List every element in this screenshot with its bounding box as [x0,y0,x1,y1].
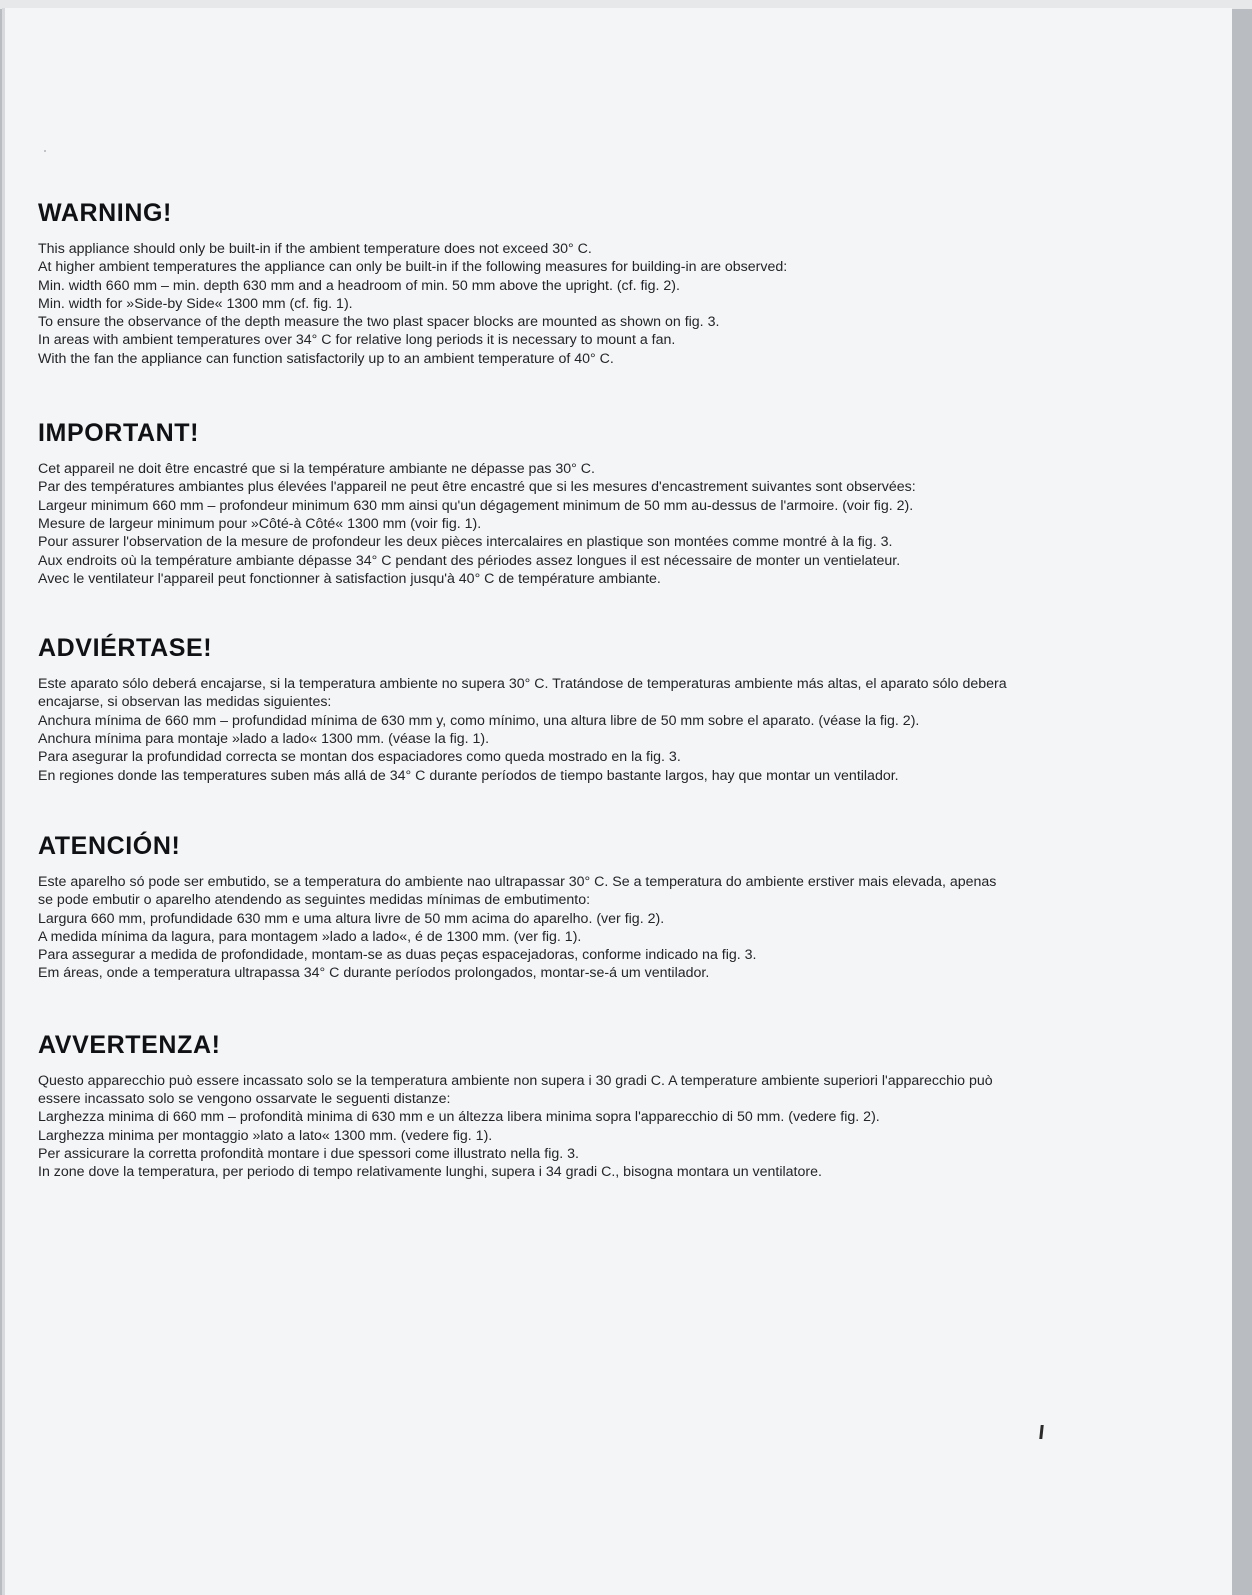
paragraph: Para asegurar la profundidad correcta se montan dos espaciadores como queda mostrado en la fig. 3. [38,749,681,766]
paragraph: Este aparelho só pode ser embutido, se a temperatura do ambiente nao ultrapassar 30° C. Se a temperatura do ambiente erstiver mais elevada, apenas se pode embutir o aparelho atendendo as seguintes medidas mínimas de embutimento: [38,873,997,909]
section-important-french [38,418,1008,588]
paragraph: Min. width for »Side-by Side« 1300 mm (cf. fig. 1). [38,295,353,312]
paragraph: Pour assurer l'observation de la mesure de profondeur les deux pièces intercalaires en plastique son montées comme montré à la fig. 3. [38,534,893,551]
section-heading: IMPORTANT! [38,419,200,448]
paragraph: Avec le ventilateur l'appareil peut fonctionner à satisfaction jusqu'à 40° C de température ambiante. [38,570,661,587]
scan-speck [44,150,46,152]
section-atencion-portuguese [38,831,1008,983]
section-avvertenza-italian [38,1030,1008,1182]
paragraph: Larghezza minima di 660 mm – profondità minima di 630 mm e un áltezza libera minima sopra l'apparecchio di 50 mm. (vedere fig. 2). [38,1109,880,1126]
paragraph: Para assegurar a medida de profondidade, montam-se as duas peças espacejadoras, conforme indicado na fig. 3. [38,947,757,964]
paragraph: Per assicurare la corretta profondità montare i due spessori come illustrato nella fig. 3. [38,1145,579,1162]
paragraph: To ensure the observance of the depth measure the two plast spacer blocks are mounted as shown on fig. 3. [38,314,720,331]
section-warning-english [38,198,1008,368]
paragraph: Cet appareil ne doit être encastré que si la température ambiante ne dépasse pas 30° C. [38,461,595,478]
paragraph: Mesure de largeur minimum pour »Côté-à Côté« 1300 mm (voir fig. 1). [38,515,482,532]
section-heading: ATENCIÓN! [38,831,181,860]
paragraph: Questo apparecchio può essere incassato solo se la temperatura ambiente non supera i 30 gradi C. A temperature ambiente superiori l'apparecchio può essere incassato solo se vengono ossarvate le seguenti distanze: [38,1072,993,1108]
paragraph: In areas with ambient temperatures over 34° C for relative long periods it is necessary to mount a fan. [38,332,676,349]
paragraph: With the fan the appliance can function satisfactorily up to an ambient temperature of 40° C. [38,350,614,367]
paragraph: Aux endroits où la température ambiante dépasse 34° C pendant des périodes assez longues il est nécessaire de monter un ventielateur. [38,552,901,569]
paragraph: Largeur minimum 660 mm – profondeur minimum 630 mm ainsi qu'un dégagement minimum de 50 mm au-dessus de l'armoire. (voir fig. 2). [38,497,914,514]
paragraph: En regiones donde las temperatures suben más allá de 34° C durante períodos de tiempo bastante largos, hay que montar un ventilador. [38,767,899,784]
paragraph: Anchura mínima para montaje »lado a lado« 1300 mm. (véase la fig. 1). [38,731,490,748]
section-heading: ADVIÉRTASE! [38,634,213,663]
paragraph: This appliance should only be built-in if the ambient temperature does not exceed 30° C. [38,241,592,257]
document-content [38,198,1008,1182]
section-heading: WARNING! [38,199,172,227]
paragraph: Min. width 660 mm – min. depth 630 mm and a headroom of min. 50 mm above the upright. (cf. fig. 2). [38,277,680,294]
paragraph: Par des températures ambiantes plus élevées l'appareil ne peut être encastré que si les mesures d'encastrement suivantes sont observées: [38,479,916,496]
section-advertase-spanish [38,633,1008,785]
section-heading: AVVERTENZA! [38,1030,221,1059]
paragraph: In zone dove la temperatura, per periodo di tempo relativamente lunghi, supera i 34 gradi C., bisogna montara un ventilatore. [38,1164,822,1181]
paragraph: A medida mínima da lagura, para montagem »lado a lado«, é de 1300 mm. (ver fig. 1). [38,928,582,945]
paragraph: Larghezza minima per montaggio »lato a lato« 1300 mm. (vedere fig. 1). [38,1127,493,1144]
paragraph: Este aparato sólo deberá encajarse, si la temperatura ambiente no supera 30° C. Tratándose de temperaturas ambiente más altas, el aparato sólo debera encajarse, si observan las medidas siguientes: [38,676,1007,711]
paragraph: Em áreas, onde a temperatura ultrapassa 34° C durante períodos prolongados, montar-se-á um ventilador. [38,965,710,982]
paragraph: Largura 660 mm, profundidade 630 mm e uma altura livre de 50 mm acima do aparelho. (ver fig. 2). [38,910,665,927]
paragraph: Anchura mínima de 660 mm – profundidad mínima de 630 mm y, como mínimo, una altura libre de 50 mm sobre el aparato. (véase la fig. 2). [38,712,920,729]
paragraph: At higher ambient temperatures the appliance can only be built-in if the following measures for building-in are observed: [38,259,788,276]
